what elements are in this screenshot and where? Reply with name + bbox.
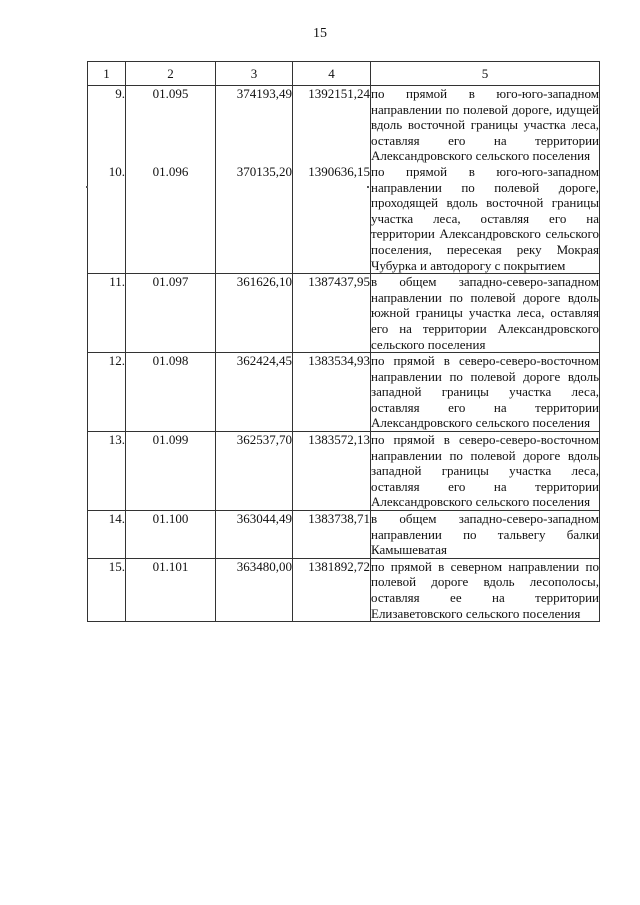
coordinate-y: 1387437,95 xyxy=(293,274,371,353)
coordinate-x: 363480,00 xyxy=(216,558,293,621)
table-row xyxy=(88,432,600,511)
point-code: 01.099 xyxy=(126,432,216,511)
boundary-description: по прямой в юго-юго-западном направлении по полевой дороге, идущей вдоль восточной границы участка леса, оставляя его на территории Александровского сельского поселения xyxy=(371,86,599,164)
scan-dot xyxy=(367,186,369,188)
coordinate-x: 374193,49 xyxy=(216,86,293,164)
row-number: 9. xyxy=(88,86,126,164)
coordinate-y: 1383534,93 xyxy=(293,353,371,432)
coordinate-y: 1390636,15 xyxy=(293,164,371,274)
coordinate-y: 1381892,72 xyxy=(293,558,371,621)
boundary-description: в общем западно-северо-западном направлении по полевой дороге вдоль южной границы участка леса, оставляя его на территории Александровского сельского поселения xyxy=(371,274,599,352)
table-header-row xyxy=(88,62,600,86)
row-number: 10. xyxy=(88,164,126,274)
point-code: 01.098 xyxy=(126,353,216,432)
row-number: 15. xyxy=(88,558,126,621)
boundary-description: в общем западно-северо-западном направлении по тальвегу балки Камышеватая xyxy=(371,511,599,558)
column-header-4: 4 xyxy=(293,62,371,86)
table-row xyxy=(88,274,600,353)
row-number: 12. xyxy=(88,353,126,432)
point-code: 01.101 xyxy=(126,558,216,621)
page-number: 15 xyxy=(313,26,327,41)
coordinate-x: 370135,20 xyxy=(216,164,293,274)
row-number: 11. xyxy=(88,274,126,353)
point-code: 01.096 xyxy=(126,164,216,274)
coordinate-y: 1392151,24 xyxy=(293,86,371,164)
coordinate-y: 1383738,71 xyxy=(293,511,371,559)
table-row xyxy=(88,353,600,432)
coordinate-x: 363044,49 xyxy=(216,511,293,559)
table-row xyxy=(88,558,600,621)
row-number: 14. xyxy=(88,511,126,559)
scan-dot xyxy=(86,186,88,188)
coordinate-y: 1383572,13 xyxy=(293,432,371,511)
column-header-5: 5 xyxy=(371,62,600,86)
table-row xyxy=(88,511,600,559)
row-number: 13. xyxy=(88,432,126,511)
coordinate-x: 361626,10 xyxy=(216,274,293,353)
coordinate-x: 362424,45 xyxy=(216,353,293,432)
boundary-description: по прямой в северном направлении по полевой дороге вдоль лесополосы, оставляя ее на территории Елизаветовского сельского поселения xyxy=(371,558,599,621)
column-header-2: 2 xyxy=(126,62,216,86)
column-header-1: 1 xyxy=(88,62,126,86)
point-code: 01.097 xyxy=(126,274,216,353)
point-code: 01.095 xyxy=(126,86,216,164)
boundary-table xyxy=(87,61,600,622)
boundary-description: по прямой в северо-северо-восточном направлении по полевой дороге вдоль западной границы участка леса, оставляя его на территории Александровского сельского поселения xyxy=(371,432,599,510)
column-header-3: 3 xyxy=(216,62,293,86)
boundary-description: по прямой в северо-северо-восточном направлении по полевой дороге вдоль западной границы участка леса, оставляя его на территории Александровского сельского поселения xyxy=(371,353,599,431)
table-row xyxy=(88,86,600,164)
boundary-description: по прямой в юго-юго-западном направлении по полевой дороге, проходящей вдоль восточной границы участка леса, оставляя его на территории Александровского сельского поселения, пересекая реку Мокрая Чубурка и автодорогу с покрытием xyxy=(371,163,599,273)
point-code: 01.100 xyxy=(126,511,216,559)
coordinate-x: 362537,70 xyxy=(216,432,293,511)
table-row xyxy=(88,164,600,274)
